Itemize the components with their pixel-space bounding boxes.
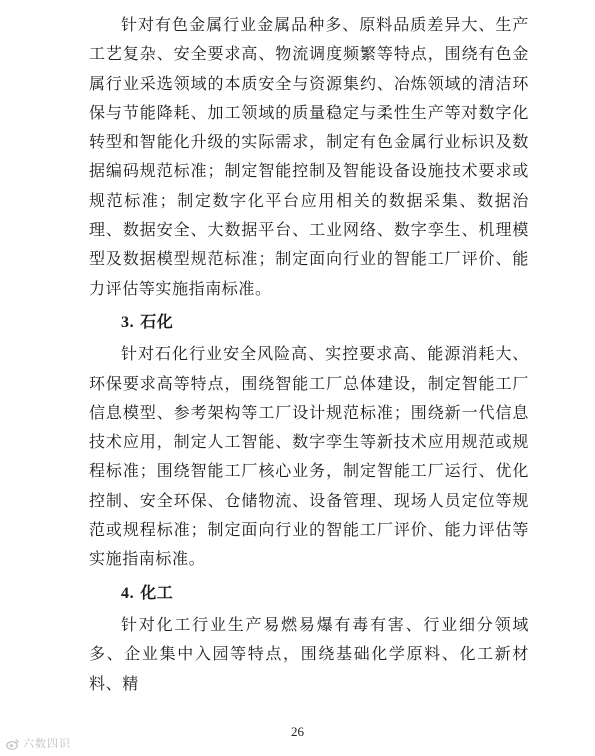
page-number: 26	[291, 724, 304, 739]
section-heading-chemical	[89, 578, 529, 608]
paragraph-petrochemical: 针对石化行业安全风险高、实控要求高、能源消耗大、环保要求高等特点，围绕智能工厂总体建设，制定智能工厂信息模型、参考架构等工厂设计规范标准；围绕新一代信息技术应用，制定人工智能、数字孪生等新技术应用规范或规程标准；围绕智能工厂核心业务，制定智能工厂运行、优化控制、安全环保、仓储物流、设备管理、现场人员定位等规范或规程标准；制定面向行业的智能工厂评价、能力评估等实施指南标准。	[89, 344, 529, 569]
paragraph-chemical: 针对化工行业生产易燃易爆有毒有害、行业细分领域多、企业集中入园等特点，围绕基础化学原料、化工新材料、精	[89, 614, 529, 693]
weibo-logo-icon	[6, 736, 20, 750]
section-title: 化工	[140, 582, 174, 602]
paragraph-nonferrous-metals: 针对有色金属行业金属品种多、原料品质差异大、生产工艺复杂、安全要求高、物流调度频繁等特点，围绕有色金属行业采选领域的本质安全与资源集约、冶炼领域的清洁环保与节能降耗、加工领域的质量稳定与柔性生产等对数字化转型和智能化升级的实际需求，制定有色金属行业标识及数据编码规范标准；制定智能控制及智能设备设施技术要求或规范标准；制定数字化平台应用相关的数据采集、数据治理、数据安全、大数据平台、工业网络、数字孪生、机理模型及数据模型规范标准；制定面向行业的智能工厂评价、能力评估等实施指南标准。	[89, 15, 529, 298]
document-body	[89, 10, 529, 698]
watermark-text: 六数四识	[23, 737, 71, 750]
watermark	[6, 735, 71, 751]
section-title: 石化	[140, 311, 174, 331]
section-heading-petrochemical	[89, 307, 529, 337]
section-number: 4.	[121, 584, 135, 602]
section-number: 3.	[121, 313, 135, 331]
